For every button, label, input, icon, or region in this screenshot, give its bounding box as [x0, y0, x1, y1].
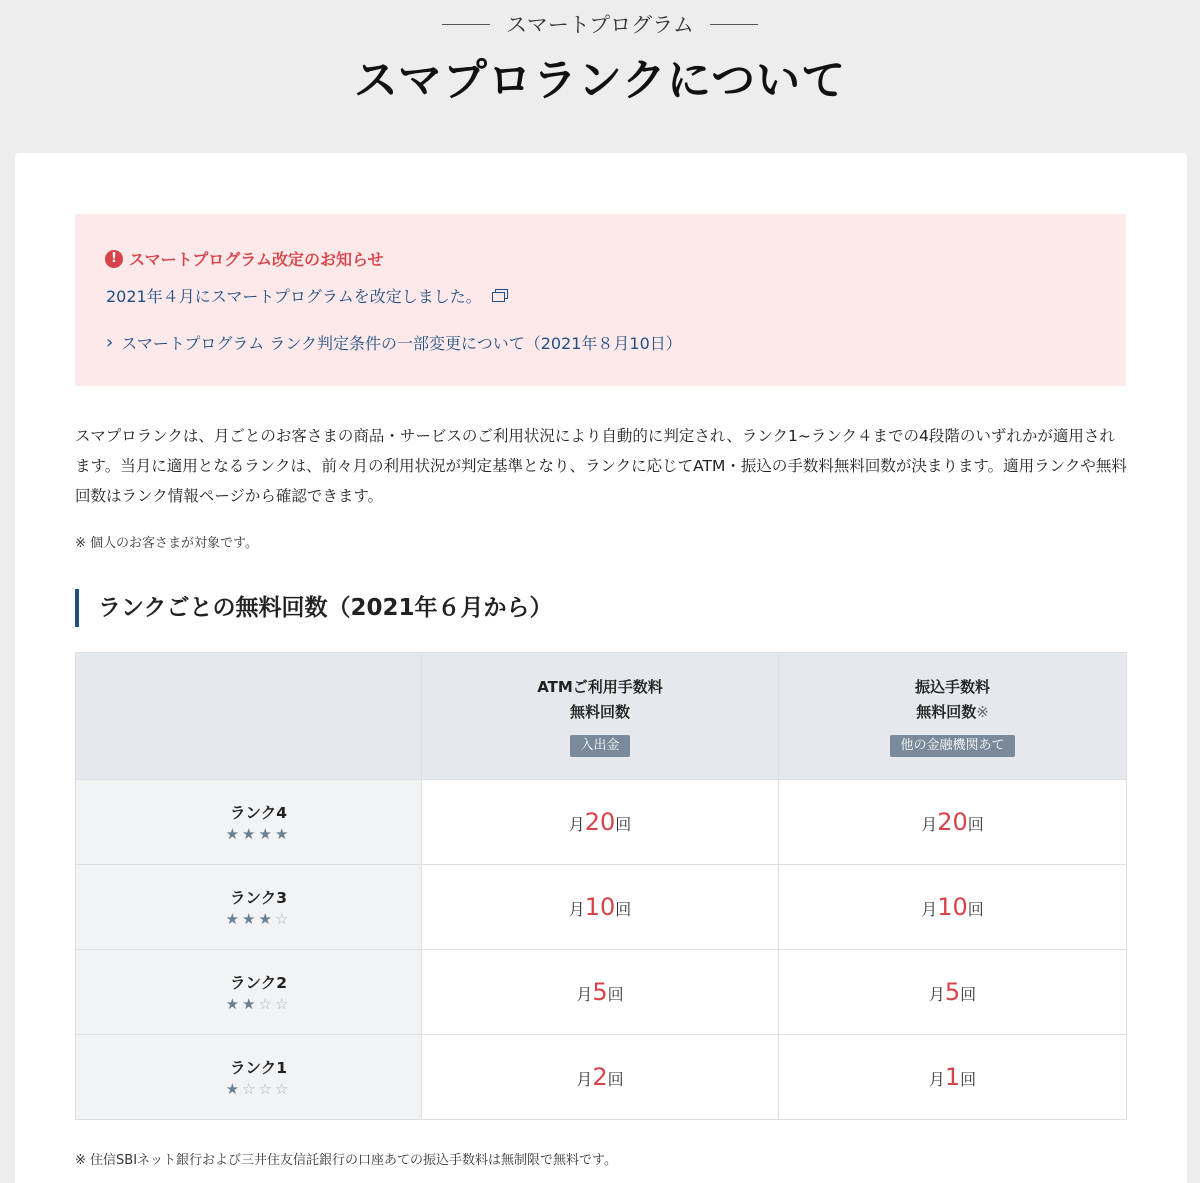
times-suffix: 回 — [615, 900, 632, 919]
star-empty-icon: ☆ — [274, 1080, 292, 1098]
star-rating-icon — [96, 825, 421, 843]
times-suffix: 回 — [967, 815, 984, 834]
rank-label: ランク4 — [230, 804, 287, 822]
month-prefix: 月 — [576, 1070, 593, 1089]
notice-box — [75, 214, 1126, 386]
rank-table — [75, 652, 1127, 1120]
star-empty-icon: ☆ — [242, 1080, 259, 1098]
eyebrow — [0, 9, 1200, 39]
month-prefix: 月 — [928, 1070, 945, 1089]
individual-note: ※ 個人のお客さまが対象です。 — [75, 536, 258, 551]
month-prefix: 月 — [928, 985, 945, 1004]
star-empty-icon: ☆ — [274, 910, 292, 928]
star-filled-icon: ★ — [258, 825, 275, 843]
notice-heading — [105, 247, 384, 270]
atm-tag: 入出金 — [570, 735, 629, 757]
rank-cell — [76, 950, 422, 1035]
atm-count-value: 20 — [584, 808, 616, 836]
divider-right — [710, 24, 758, 25]
atm-count-value: 10 — [584, 893, 616, 921]
description: スマプロランクは、月ごとのお客さまの商品・サービスのご利用状況により自動的に判定され、ランク1~ランク４までの4段階のいずれかが適用されます。当月に適用となるランクは、前々月の利用状況が判定基準となり、ランクに応じてATM・振込の手数料無料回数が決まります。適用ランクや無料回数はランク情報ページから確認できます。 — [75, 427, 1127, 505]
times-suffix: 回 — [607, 985, 624, 1004]
rank-cell — [76, 1035, 422, 1120]
table-corner-cell — [76, 653, 422, 780]
chevron-right-icon: › — [106, 332, 114, 353]
star-empty-icon: ☆ — [274, 995, 292, 1013]
atm-header-line1: ATMご利用手数料 — [537, 678, 663, 696]
transfer-header-line2: 無料回数 — [916, 703, 977, 721]
month-prefix: 月 — [576, 985, 593, 1004]
alert-icon: ! — [105, 250, 123, 268]
transfer-header-mark: ※ — [976, 703, 989, 721]
content-card — [15, 153, 1187, 1183]
rank-cell — [76, 865, 422, 950]
external-window-icon — [492, 289, 509, 303]
month-prefix: 月 — [568, 900, 585, 919]
transfer-count-value: 10 — [937, 893, 968, 921]
transfer-count-value: 1 — [944, 1063, 961, 1091]
star-filled-icon: ★ — [225, 825, 243, 843]
rank-change-link-text: スマートプログラム ランク判定条件の一部変更について（2021年８月10日） — [121, 334, 682, 353]
atm-column-header — [422, 653, 779, 780]
star-empty-icon: ☆ — [258, 995, 275, 1013]
transfer-free-count — [779, 1035, 1127, 1120]
atm-count-value: 5 — [592, 978, 608, 1006]
rank-label: ランク2 — [230, 974, 287, 992]
transfer-tag: 他の金融機関あて — [890, 735, 1014, 757]
month-prefix: 月 — [921, 815, 938, 834]
table-header-row — [76, 653, 1127, 780]
revision-link[interactable] — [106, 284, 509, 307]
star-filled-icon: ★ — [274, 825, 292, 843]
atm-count-value: 2 — [592, 1063, 608, 1091]
page-title: スマプロランクについて — [353, 55, 847, 106]
star-rating-icon — [96, 995, 421, 1013]
rank-rows — [76, 780, 1127, 1120]
transfer-count-value: 20 — [937, 808, 968, 836]
table-row — [76, 780, 1127, 865]
rank-cell — [76, 780, 422, 865]
star-filled-icon: ★ — [225, 910, 243, 928]
table-row — [76, 865, 1127, 950]
table-row — [76, 950, 1127, 1035]
table-row — [76, 1035, 1127, 1120]
star-filled-icon: ★ — [225, 1080, 243, 1098]
star-filled-icon: ★ — [242, 910, 259, 928]
times-suffix: 回 — [960, 1070, 977, 1089]
atm-free-count — [422, 950, 779, 1035]
transfer-count-value: 5 — [944, 978, 961, 1006]
times-suffix: 回 — [607, 1070, 624, 1089]
times-suffix: 回 — [960, 985, 977, 1004]
rank-change-link[interactable] — [106, 331, 682, 354]
atm-free-count — [422, 780, 779, 865]
transfer-free-count — [779, 865, 1127, 950]
page-header — [0, 0, 1200, 152]
footer-note: ※ 住信SBIネット銀行および三井住友信託銀行の口座あての振込手数料は無制限で無料です。 — [75, 1153, 617, 1168]
month-prefix: 月 — [568, 815, 585, 834]
star-rating-icon — [96, 1080, 421, 1098]
atm-free-count — [422, 865, 779, 950]
transfer-free-count — [779, 950, 1127, 1035]
transfer-header-line1: 振込手数料 — [914, 678, 990, 696]
star-filled-icon: ★ — [225, 995, 243, 1013]
times-suffix: 回 — [967, 900, 984, 919]
star-filled-icon: ★ — [242, 995, 259, 1013]
divider-left — [442, 24, 490, 25]
star-filled-icon: ★ — [258, 910, 275, 928]
star-empty-icon: ☆ — [258, 1080, 275, 1098]
atm-free-count — [422, 1035, 779, 1120]
revision-link-text: 2021年４月にスマートプログラムを改定しました。 — [106, 287, 482, 306]
section-title: ランクごとの無料回数（2021年６月から） — [75, 589, 553, 627]
transfer-free-count — [779, 780, 1127, 865]
rank-label: ランク1 — [230, 1059, 287, 1077]
star-rating-icon — [96, 910, 421, 928]
star-filled-icon: ★ — [242, 825, 259, 843]
eyebrow-text: スマートプログラム — [506, 13, 694, 37]
notice-heading-text: スマートプログラム改定のお知らせ — [129, 250, 384, 269]
month-prefix: 月 — [921, 900, 938, 919]
times-suffix: 回 — [615, 815, 632, 834]
transfer-column-header — [779, 653, 1127, 780]
rank-label: ランク3 — [230, 889, 287, 907]
atm-header-line2: 無料回数 — [569, 703, 630, 721]
